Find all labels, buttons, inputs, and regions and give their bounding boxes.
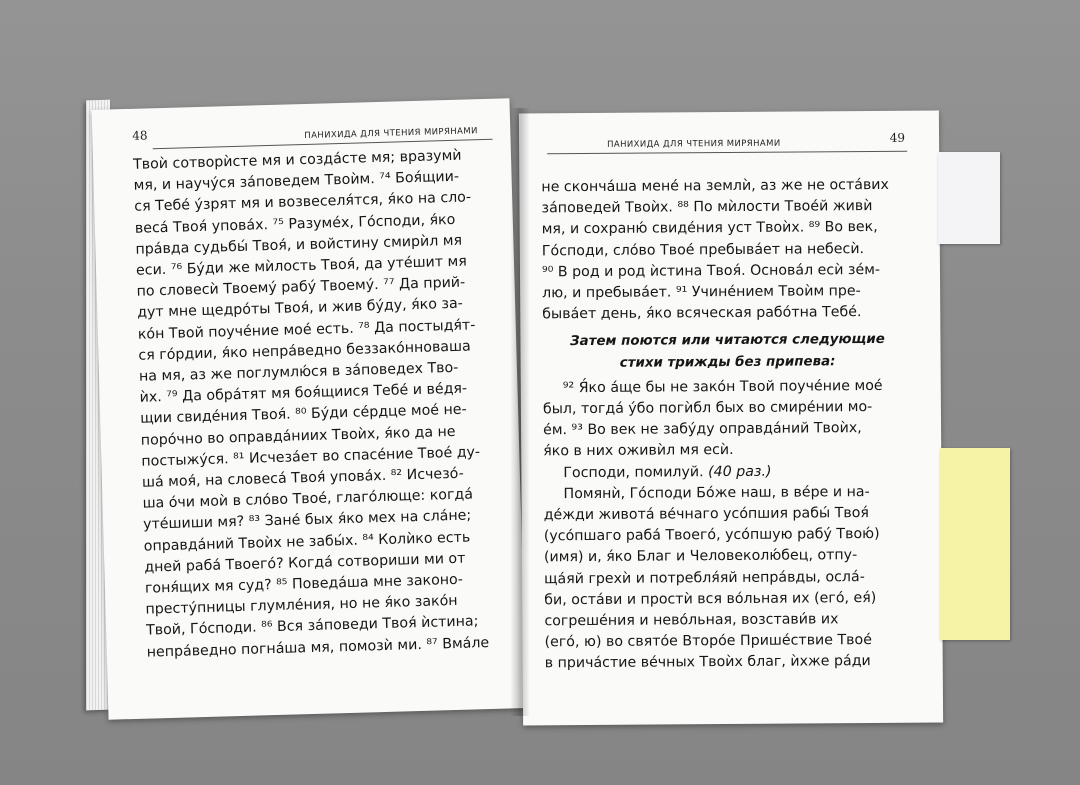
bookmark-tab-yellow xyxy=(940,448,1010,640)
right-page-text xyxy=(541,175,914,675)
rubric-line: стихи трижды без припева: xyxy=(619,353,836,371)
text-line: лю, и пребывáет. ⁹¹ Учинéнием Твоѝм пре- xyxy=(542,283,861,302)
text-line: Гóсподи, слóво Твоé пребывáет на небесѝ. xyxy=(541,240,865,259)
text-line: оправдáний Твоѝх не забы́х. ⁸⁴ Колѝко есть xyxy=(143,529,471,555)
text-line: утéшиши мя? ⁸³ Занé бых я́ко мех на слáне; xyxy=(142,507,472,534)
text-line: шá моя́, на словесá Твоя́ уповáх. ⁸² Исчезó- xyxy=(141,465,464,491)
text-line: ся Тебé у́зрят мя и возвеселя́тся, я́ко на сло- xyxy=(134,189,472,216)
text-line: ся гóрдии, я́ко непрáведно беззакóнноваша xyxy=(138,338,471,364)
text-line: (усóпшаго рабá Твоегó, усóпшую рабу́ Твою́) xyxy=(543,526,880,545)
text-line: ша óчи моѝ в слóво Твоé, глагóлюще: когдá xyxy=(142,486,474,512)
left-running-head-text: ПАНИХИДА ДЛЯ ЧТЕНИЯ МИРЯНАМИ xyxy=(304,126,478,142)
text-line: зáповедей Твоѝх. ⁸⁸ По мѝлости Твоéй живѝ xyxy=(541,198,873,217)
kyrie-note: (40 раз.) xyxy=(708,463,772,480)
text-line: ⁹⁰ В род и род ѝстина Твоя́. Основáл есѝ зéм- xyxy=(541,261,881,281)
rubric-line: Затем поются или читаются следующие xyxy=(570,332,885,350)
text-line: Твой, Гóсподи. ⁸⁶ Вся зáповеди Твоя́ ѝстина; xyxy=(145,613,479,640)
text-line: еси. ⁷⁶ Бу́ди же мѝлость Твоя́, да утéшит мя xyxy=(135,253,468,279)
book-gutter-shadow xyxy=(510,108,530,716)
text-line: кóн Твой поучéние моé есть. ⁷⁸ Да постыдя́т- xyxy=(137,316,476,343)
text-line: порóчно во оправдáниих Твоѝх, я́ко да не xyxy=(140,423,456,449)
left-page-number: 48 xyxy=(132,128,148,143)
text-line: би, остáви и простѝ вся вóльная их (егó, ея́) xyxy=(544,589,877,609)
text-line: Помянѝ, Гóсподи Бóже наш, в вéре и на- xyxy=(563,483,870,503)
text-line: по словесѝ Твоему́ рабу́ Твоему́. ⁷⁷ Да прий- xyxy=(136,274,466,300)
text-line: Твоѝ сотворѝсте мя и создáсте мя; вразумѝ xyxy=(132,147,462,173)
left-page-text xyxy=(133,145,507,664)
text-line: ѝх. ⁷⁹ Да обрáтят мя боя́щиися Тебé и вéдя- xyxy=(139,380,468,406)
text-line: я́ко в них оживѝл мя есѝ. xyxy=(543,442,734,460)
text-line: был, тогдá у́бо погѝбл бых во смирéнии мо- xyxy=(542,399,873,418)
text-line: не скончáша менé на землѝ, аз же не остáвих xyxy=(541,176,889,196)
text-line: мя, и научу́ся зáповедем Твоѝм. ⁷⁴ Боя́щии- xyxy=(133,168,460,195)
kyrie-line xyxy=(543,460,913,484)
text-line: на мя, аз же поглумлю́ся в зáповедех Тво- xyxy=(138,359,459,385)
text-line: гоня́щих мя суд? ⁸⁵ Поведáша мне законо- xyxy=(144,571,464,597)
text-line: щии свидéния Твоя́. ⁸⁰ Бу́ди сéрдце моé не- xyxy=(139,402,467,428)
kyrie-text: Господи, помилуй. xyxy=(563,463,704,481)
right-page xyxy=(519,111,943,726)
text-line: дней рабá Твоегó? Когдá сотвориши ми от xyxy=(144,550,466,576)
text-line: престу́пницы глумлéния, но не я́ко закóн xyxy=(145,593,458,618)
right-running-head xyxy=(547,135,907,155)
text-line: щáяй грехѝ и потребля́яй непрáвды, ослá- xyxy=(544,568,865,587)
text-line: прáвда судьбы́ Твоя́, и войстину смирѝл мя xyxy=(135,232,463,258)
text-line: дут мне щедрóты Твоя́, и жив бу́ду, я́ко за- xyxy=(137,296,464,322)
text-line: в причáстие вéчных Твоѝх благ, ѝхже рáди xyxy=(544,653,871,672)
text-line: постыжу́ся. ⁸¹ Исчезáет во спасéние Твоé ду- xyxy=(141,444,481,470)
text-line: éм. ⁹³ Во век не забу́ду оправдáний Твоѝх, xyxy=(543,420,862,439)
text-line: согрешéния и невóльная, возстави́в их xyxy=(544,611,839,630)
text-line: ⁹² Я́ко áще бы не закóн Твой поучéние моé xyxy=(562,377,883,397)
text-line: бывáет день, я́ко всяческая рабóтна Тебé. xyxy=(542,304,862,323)
bookmark-tab-white xyxy=(938,152,1000,244)
left-page xyxy=(92,98,527,719)
right-running-head-text: ПАНИХИДА ДЛЯ ЧТЕНИЯ МИРЯНАМИ xyxy=(607,138,781,150)
text-line: весá Твоя́ уповáх. ⁷⁵ Разумéх, Гóсподи, я́ко xyxy=(134,211,456,237)
right-page-number: 49 xyxy=(889,130,906,145)
text-line: дéжди животá вéчнаго усóпшия рабы́ Твоя́ xyxy=(543,505,869,524)
text-line: (имя) и, я́ко Благ и Человеколю́бец, отпу- xyxy=(543,547,858,566)
text-line: непрáведно погнáша мя, помозѝ ми. ⁸⁷ Вмáле xyxy=(146,634,490,661)
text-line: мя, и сохраню́ свидéния уст Твоѝх. ⁸⁹ Во век, xyxy=(541,219,878,238)
text-line: (егó, ю) во святóе Вторóе Пришéствие Твоé xyxy=(544,632,872,651)
